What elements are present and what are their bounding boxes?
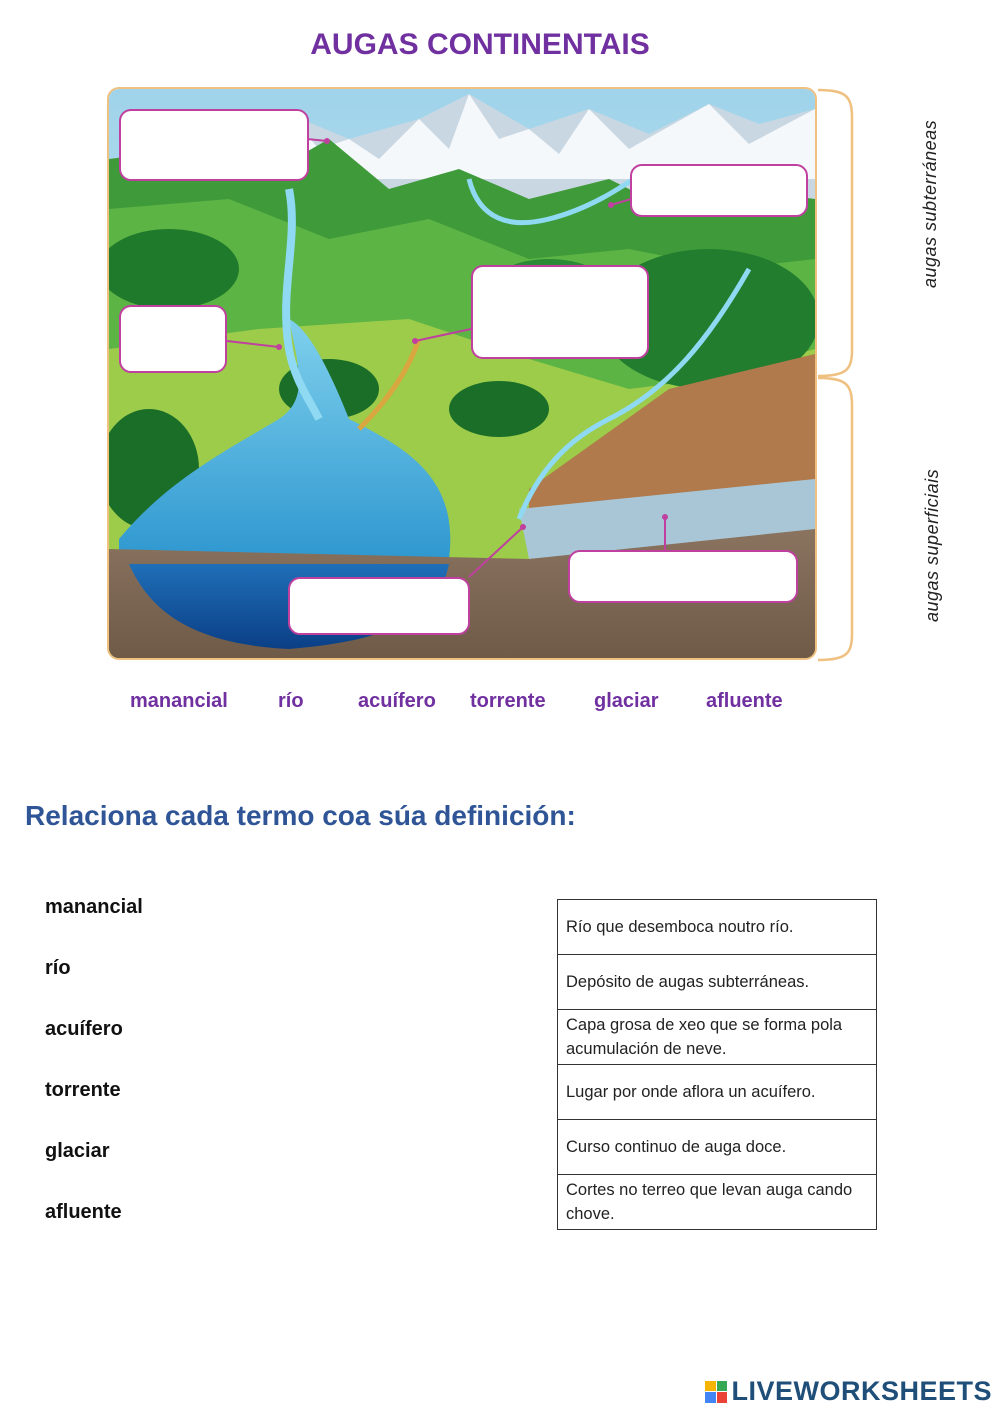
definition-cell[interactable]: Cortes no terreo que levan auga cando chove.	[558, 1175, 877, 1230]
word-bank-manancial: manancial	[130, 690, 228, 712]
instruction-heading: Relaciona cada termo coa súa definición:	[25, 800, 576, 831]
definition-cell[interactable]: Lugar por onde aflora un acuífero.	[558, 1065, 877, 1120]
word-bank-afluente: afluente	[706, 690, 783, 712]
label-box-1[interactable]	[119, 109, 309, 181]
brand-footer	[705, 1376, 992, 1407]
term-item[interactable]: manancial	[45, 896, 143, 918]
word-bank-acuifero: acuífero	[358, 690, 436, 712]
term-item[interactable]: acuífero	[45, 1018, 123, 1040]
term-item[interactable]: río	[45, 957, 71, 979]
label-box-3[interactable]	[119, 305, 227, 373]
word-bank-glaciar: glaciar	[594, 690, 659, 712]
side-label-bottom: augas superficiais	[922, 468, 942, 622]
term-item[interactable]: glaciar	[45, 1140, 110, 1162]
definition-cell[interactable]: Curso continuo de auga doce.	[558, 1120, 877, 1175]
term-item[interactable]: torrente	[45, 1079, 121, 1101]
definitions-table	[557, 899, 877, 1230]
label-box-4[interactable]	[471, 265, 649, 359]
side-label-top: augas subterráneas	[920, 119, 940, 288]
label-box-5[interactable]	[568, 550, 798, 603]
bracket-subterranean	[816, 88, 858, 664]
definition-cell[interactable]: Capa grosa de xeo que se forma pola acumulación de neve.	[558, 1010, 877, 1065]
liveworksheets-logo-icon	[705, 1381, 727, 1403]
word-bank-torrente: torrente	[470, 690, 546, 712]
word-bank-rio: río	[278, 690, 304, 712]
label-box-6[interactable]	[288, 577, 470, 635]
page-title: AUGAS CONTINENTAIS	[310, 28, 650, 61]
definition-cell[interactable]: Depósito de augas subterráneas.	[558, 955, 877, 1010]
definition-cell[interactable]: Río que desemboca noutro río.	[558, 900, 877, 955]
brand-name: LIVEWORKSHEETS	[731, 1376, 992, 1406]
label-box-2[interactable]	[630, 164, 808, 217]
term-item[interactable]: afluente	[45, 1201, 122, 1223]
